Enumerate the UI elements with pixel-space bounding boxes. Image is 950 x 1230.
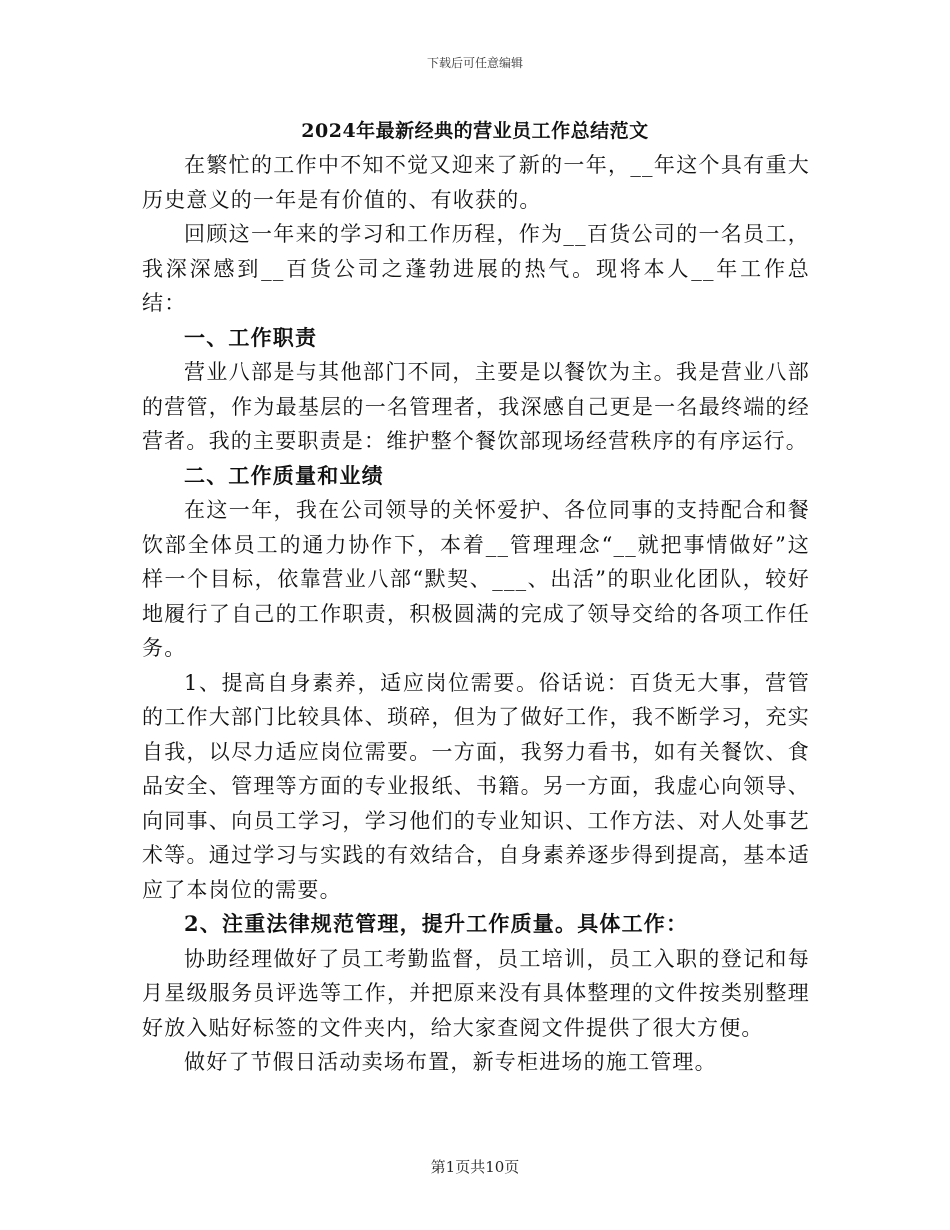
paragraph: 做好了节假日活动卖场布置，新专柜进场的施工管理。 [184, 1050, 717, 1074]
page-footer: 第1页共10页 [430, 1158, 520, 1176]
paragraph: 在繁忙的工作中不知不觉又迎来了新的一年，__年这个具有重大历史意义的一年是有价值的、有收获的。 [142, 153, 810, 212]
header-note: 下载后可任意编辑 [426, 56, 523, 70]
section-heading: 一、工作职责 [184, 324, 318, 350]
section-heading: 2、注重法律规范管理，提升工作质量。具体工作： [184, 911, 689, 936]
paragraph: 在这一年，我在公司领导的关怀爱护、各位同事的支持配合和餐饮部全体员工的通力协作下，本着__管理理念“__就把事情做好”这样一个目标，依靠营业八部“默契、___、出活”的职业化团队，较好地履行了自己的工作职责，积极圆满的完成了领导交给的各项工作任务。 [142, 498, 810, 660]
paragraph: 协助经理做好了员工考勤监督，员工培训，员工入职的登记和每月星级服务员评选等工作，并把原来没有具体整理的文件按类别整理好放入贴好标签的文件夹内，给大家查阅文件提供了很大方便。 [142, 946, 810, 1040]
document-title: 2024年最新经典的营业员工作总结范文 [301, 120, 649, 142]
paragraph: 1、提高自身素养，适应岗位需要。俗话说：百货无大事，营管的工作大部门比较具体、琐碎，但为了做好工作，我不断学习，充实自我，以尽力适应岗位需要。一方面，我努力看书，如有关餐饮、食品安全、管理等方面的专业报纸、书籍。另一方面，我虚心向领导、向同事、向员工学习，学习他们的专业知识、工作方法、对人处事艺术等。通过学习与实践的有效结合，自身素养逐步得到提高，基本适应了本岗位的需要。 [142, 670, 810, 902]
paragraph: 营业八部是与其他部门不同，主要是以餐饮为主。我是营业八部的营管，作为最基层的一名管理者，我深感自己更是一名最终端的经营者。我的主要职责是：维护整个餐饮部现场经营秩序的有序运行。 [142, 360, 810, 453]
paragraph: 回顾这一年来的学习和工作历程，作为__百货公司的一名员工，我深深感到__百货公司之蓬勃进展的热气。现将本人__年工作总结： [142, 222, 810, 315]
section-heading: 二、工作质量和业绩 [184, 462, 384, 488]
document-body [142, 148, 810, 1080]
